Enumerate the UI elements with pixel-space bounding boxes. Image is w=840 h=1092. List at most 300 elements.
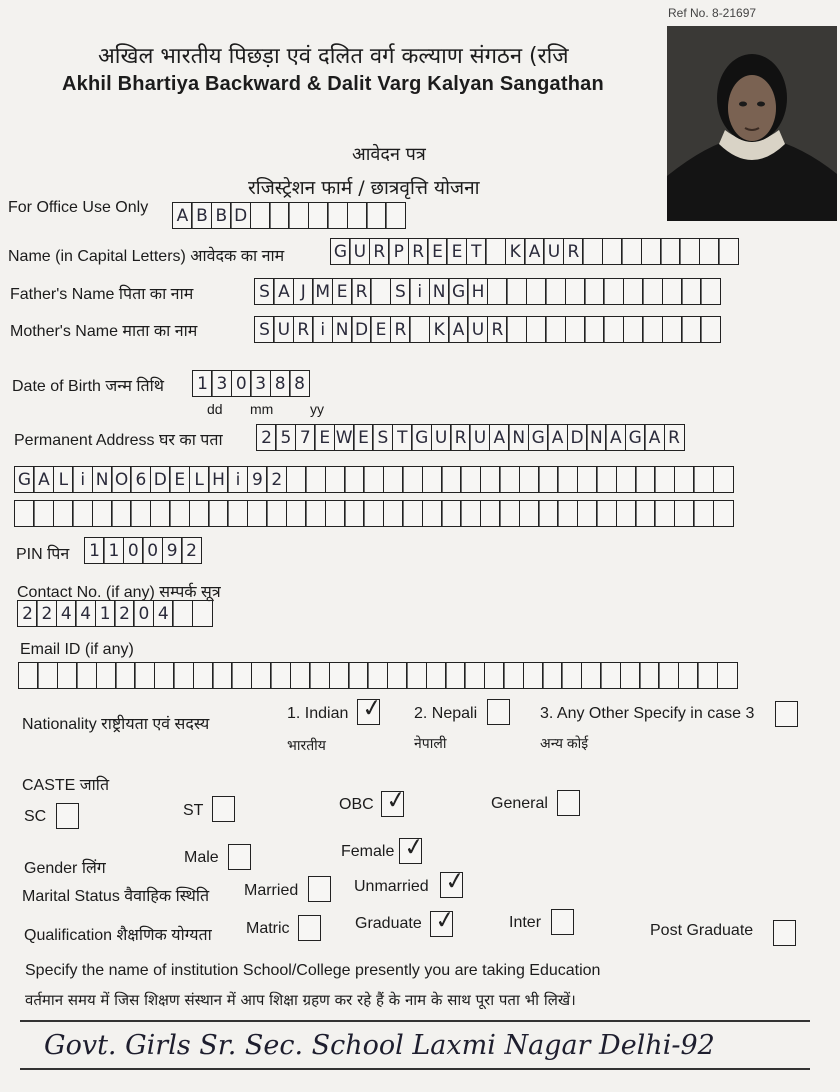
email-char-cell [367,662,388,689]
address-char-cell: G [411,424,432,451]
address-char-cell: D [567,424,588,451]
address-char-cell [519,466,540,493]
name-char-cell [621,238,642,265]
address-char-cell [363,466,384,493]
caste-st-label: ST [183,802,204,819]
mother-name-char-cell: R [390,316,411,343]
address-char-cell: N [586,424,607,451]
mother-name-char-cell [506,316,527,343]
qualification-post-graduate-checkbox[interactable] [773,920,796,946]
father-name-char-cell: J [293,278,314,305]
address-char-cell [480,500,501,527]
caste-obc-label: OBC [339,796,374,813]
address-char-cell [674,466,695,493]
address-char-cell [596,500,617,527]
reference-number: Ref No. 8-21697 [668,6,757,20]
name-char-cell: G [330,238,351,265]
name-char-cell [679,238,700,265]
address-char-cell: L [53,466,74,493]
dob-field[interactable] [192,370,310,397]
nationality-indian-checkbox[interactable] [357,692,385,725]
father-name-field[interactable] [254,278,721,305]
qualification-post-graduate-label: Post Graduate [650,922,754,939]
father-name-char-cell [642,278,663,305]
name-char-cell [641,238,662,265]
mother-name-char-cell [623,316,644,343]
father-name-char-cell: G [448,278,469,305]
mother-name-char-cell [700,316,721,343]
qualification-inter-checkbox[interactable] [551,909,574,935]
email-char-cell [523,662,544,689]
mother-name-char-cell [642,316,663,343]
address-line-3[interactable] [14,500,734,527]
address-char-cell [480,466,501,493]
address-char-cell [247,500,268,527]
address-char-cell [363,500,384,527]
name-char-cell: T [466,238,487,265]
address-char-cell [169,500,190,527]
contact-digit-cell: 2 [17,600,38,627]
checkmark-icon: ✓ [443,865,468,897]
address-char-cell: 6 [130,466,151,493]
father-name-char-cell: A [273,278,294,305]
address-char-cell [92,500,113,527]
office-use-cell: A [172,202,193,229]
address-char-cell: G [14,466,35,493]
nationality-other-checkbox[interactable] [775,701,798,727]
address-char-cell [654,466,675,493]
checkmark-icon: ✓ [402,831,427,863]
address-char-cell [266,500,287,527]
email-char-cell [309,662,330,689]
mother-name-char-cell [681,316,702,343]
pin-field[interactable] [84,537,202,564]
address-char-cell [616,500,637,527]
form-subtitle-1: आवेदन पत्र [352,144,426,165]
email-char-cell [348,662,369,689]
dob-digit-cell: 0 [231,370,252,397]
email-char-cell [503,662,524,689]
name-char-cell: K [505,238,526,265]
caste-st-checkbox[interactable] [212,796,235,822]
contact-digit-cell: 0 [133,600,154,627]
gender-label: Gender लिंग [24,860,106,877]
father-name-char-cell: S [254,278,275,305]
address-char-cell [111,500,132,527]
email-char-cell [717,662,738,689]
pin-digit-cell: 9 [162,537,183,564]
father-name-char-cell: i [409,278,430,305]
address-char-cell [402,500,423,527]
father-name-char-cell: E [332,278,353,305]
address-char-cell [130,500,151,527]
name-char-cell: A [524,238,545,265]
dob-digit-cell: 1 [192,370,213,397]
address-char-cell: D [150,466,171,493]
office-use-cell [366,202,387,229]
address-char-cell: 7 [295,424,316,451]
form-subtitle-2: रजिस्ट्रेशन फार्म / छात्रवृत्ति योजना [248,177,480,199]
address-char-cell [538,466,559,493]
office-use-cell [385,202,406,229]
father-name-char-cell [700,278,721,305]
checkmark-icon: ✓ [433,904,458,936]
address-char-cell: E [314,424,335,451]
mother-name-char-cell: A [448,316,469,343]
email-char-cell [484,662,505,689]
office-use-cell [269,202,290,229]
mother-name-char-cell: U [273,316,294,343]
nationality-indian-label: 1. Indian [287,705,349,722]
address-char-cell [713,466,734,493]
office-use-cells [172,202,406,229]
email-char-cell [134,662,155,689]
address-char-cell [305,500,326,527]
mother-name-char-cell: N [332,316,353,343]
address-char-cell [33,500,54,527]
name-char-cell [699,238,720,265]
name-char-cell [718,238,739,265]
nationality-indian-hindi: भारतीय [287,737,326,753]
address-char-cell: G [528,424,549,451]
father-name-char-cell [623,278,644,305]
email-char-cell [329,662,350,689]
contact-digit-cell: 4 [56,600,77,627]
email-char-cell [251,662,272,689]
address-char-cell [557,500,578,527]
pin-digit-cell: 1 [84,537,105,564]
address-char-cell [150,500,171,527]
address-line-2[interactable] [14,466,734,493]
mother-name-char-cell: D [351,316,372,343]
pin-digit-cell: 0 [123,537,144,564]
address-char-cell: i [227,466,248,493]
father-name-char-cell [370,278,391,305]
email-char-cell [193,662,214,689]
address-char-cell [422,500,443,527]
address-label: Permanent Address घर का पता [14,432,223,449]
email-char-cell [600,662,621,689]
address-char-cell: L [189,466,210,493]
dob-digit-cell: 3 [211,370,232,397]
address-char-cell: T [392,424,413,451]
father-name-char-cell: N [429,278,450,305]
office-use-cell [308,202,329,229]
caste-general-label: General [491,795,548,812]
email-char-cell [270,662,291,689]
divider [20,1068,810,1070]
address-char-cell [693,500,714,527]
mother-name-char-cell [603,316,624,343]
name-char-cell: U [543,238,564,265]
qualification-inter-label: Inter [509,914,542,931]
name-char-cell: R [369,238,390,265]
email-char-cell [620,662,641,689]
address-char-cell [499,466,520,493]
caste-sc-checkbox[interactable] [56,803,79,829]
applicant-photo [667,26,837,221]
father-name-char-cell: H [467,278,488,305]
marital-married-label: Married [244,882,299,899]
marital-unmarried-checkbox[interactable] [440,865,468,898]
name-char-cell: E [446,238,467,265]
address-char-cell [53,500,74,527]
name-char-cell: P [388,238,409,265]
address-char-cell: A [644,424,665,451]
father-name-char-cell [681,278,702,305]
address-char-cell: R [664,424,685,451]
address-char-cell: A [605,424,626,451]
mother-name-char-cell: S [254,316,275,343]
marital-unmarried-label: Unmarried [354,878,429,895]
nationality-nepali-hindi: नेपाली [414,735,447,751]
office-use-cell: B [211,202,232,229]
address-char-cell [519,500,540,527]
address-char-cell: G [625,424,646,451]
mother-name-char-cell: i [312,316,333,343]
nationality-label: Nationality राष्ट्रीयता एवं सदस्य [22,716,210,733]
name-char-cell [582,238,603,265]
email-char-cell [231,662,252,689]
gender-female-checkbox[interactable] [399,831,427,864]
address-char-cell: H [208,466,229,493]
address-char-cell [596,466,617,493]
email-char-cell [154,662,175,689]
father-name-char-cell: R [351,278,372,305]
name-label: Name (in Capital Letters) आवेदक का नाम [8,248,285,265]
address-char-cell: W [334,424,355,451]
mother-name-char-cell: K [429,316,450,343]
address-char-cell: E [353,424,374,451]
father-name-char-cell [526,278,547,305]
address-char-cell [344,500,365,527]
address-char-cell [189,500,210,527]
contact-digit-cell: 1 [95,600,116,627]
email-char-cell [445,662,466,689]
address-char-cell [693,466,714,493]
caste-label: CASTE जाति [22,777,110,794]
dob-digit-cell: 3 [250,370,271,397]
address-char-cell: i [72,466,93,493]
address-char-cell: A [489,424,510,451]
address-char-cell [616,466,637,493]
pin-label: PIN पिन [16,546,70,563]
email-char-cell [658,662,679,689]
address-char-cell: U [431,424,452,451]
address-char-cell [14,500,35,527]
contact-digit-cell [192,600,213,627]
caste-general-checkbox[interactable] [557,790,580,816]
address-char-cell: A [33,466,54,493]
email-char-cell [96,662,117,689]
address-char-cell [460,500,481,527]
address-char-cell [441,500,462,527]
address-char-cell: U [469,424,490,451]
name-char-cell: E [427,238,448,265]
name-char-cell [485,238,506,265]
email-char-cell [76,662,97,689]
pin-digit-cell: 2 [181,537,202,564]
mother-name-char-cell [409,316,430,343]
email-field[interactable] [18,662,738,689]
qualification-graduate-checkbox[interactable] [430,904,458,937]
address-char-cell: 9 [247,466,268,493]
address-char-cell [286,466,307,493]
address-char-cell: A [547,424,568,451]
marital-married-checkbox[interactable] [308,876,331,902]
address-char-cell: O [111,466,132,493]
email-char-cell [212,662,233,689]
header-title-english: Akhil Bhartiya Backward & Dalit Varg Kalyan Sangathan [62,73,604,95]
caste-sc-label: SC [24,808,47,825]
father-name-char-cell [584,278,605,305]
office-use-cell: D [230,202,251,229]
mother-name-char-cell [526,316,547,343]
email-char-cell [115,662,136,689]
mother-name-char-cell: R [487,316,508,343]
address-char-cell [538,500,559,527]
address-char-cell: R [450,424,471,451]
email-char-cell [639,662,660,689]
address-char-cell [422,466,443,493]
address-char-cell [383,500,404,527]
caste-obc-checkbox[interactable] [381,784,409,817]
email-char-cell [542,662,563,689]
name-char-cell: U [349,238,370,265]
office-use-cell [250,202,271,229]
email-label: Email ID (if any) [20,641,134,658]
email-char-cell [426,662,447,689]
name-char-cell [660,238,681,265]
institution-instruction-english: Specify the name of institution School/College presently you are taking Education [25,962,601,979]
address-char-cell [635,466,656,493]
address-char-cell [577,466,598,493]
address-char-cell [460,466,481,493]
office-use-cell: B [191,202,212,229]
contact-digit-cell: 4 [153,600,174,627]
father-name-char-cell: M [312,278,333,305]
email-char-cell [57,662,78,689]
father-name-char-cell [506,278,527,305]
office-use-cell [327,202,348,229]
address-char-cell [325,500,346,527]
mother-name-label: Mother's Name माता का नाम [10,323,198,340]
email-char-cell [37,662,58,689]
father-name-char-cell: S [390,278,411,305]
email-char-cell [406,662,427,689]
qualification-matric-checkbox[interactable] [298,915,321,941]
checkmark-icon: ✓ [360,692,385,724]
nationality-nepali-label: 2. Nepali [414,705,478,722]
address-char-cell [577,500,598,527]
email-char-cell [18,662,39,689]
dob-mm-label: mm [250,401,274,417]
address-char-cell [325,466,346,493]
address-char-cell [674,500,695,527]
address-char-cell: 2 [256,424,277,451]
email-char-cell [464,662,485,689]
name-field[interactable] [330,238,739,265]
address-char-cell [305,466,326,493]
dob-dd-label: dd [207,401,223,417]
address-char-cell: N [92,466,113,493]
contact-field[interactable] [17,600,213,627]
address-char-cell [344,466,365,493]
address-char-cell [654,500,675,527]
divider [20,1020,810,1022]
address-char-cell [383,466,404,493]
office-use-cell [288,202,309,229]
contact-digit-cell: 2 [36,600,57,627]
address-char-cell [72,500,93,527]
email-char-cell [678,662,699,689]
mother-name-char-cell [662,316,683,343]
mother-name-field[interactable] [254,316,721,343]
name-char-cell [602,238,623,265]
father-name-char-cell [565,278,586,305]
pin-digit-cell: 0 [142,537,163,564]
email-char-cell [697,662,718,689]
name-char-cell: R [408,238,429,265]
dob-label: Date of Birth जन्म तिथि [12,378,164,395]
email-char-cell [387,662,408,689]
nationality-other-label: 3. Any Other Specify in case 3 [540,705,755,722]
institution-name-field[interactable]: Govt. Girls Sr. Sec. School Laxmi Nagar Delhi-92 [44,1030,715,1061]
office-use-cell [347,202,368,229]
mother-name-char-cell [545,316,566,343]
gender-male-checkbox[interactable] [228,844,251,870]
mother-name-char-cell [565,316,586,343]
nationality-nepali-checkbox[interactable] [487,699,510,725]
contact-digit-cell: 2 [114,600,135,627]
institution-instruction-hindi: वर्तमान समय में जिस शिक्षण संस्थान में आप शिक्षा ग्रहण कर रहे हैं के नाम के साथ पूरा पता भी लिखें। [25,991,576,1009]
father-name-char-cell [603,278,624,305]
contact-digit-cell: 4 [75,600,96,627]
address-char-cell: S [372,424,393,451]
name-char-cell: R [563,238,584,265]
mother-name-char-cell: R [293,316,314,343]
address-char-cell: E [169,466,190,493]
address-char-cell [499,500,520,527]
qualification-graduate-label: Graduate [355,915,422,932]
dob-digit-cell: 8 [289,370,310,397]
address-char-cell [286,500,307,527]
father-name-char-cell [545,278,566,305]
qualification-matric-label: Matric [246,920,290,937]
father-name-char-cell [662,278,683,305]
address-char-cell: 5 [275,424,296,451]
checkmark-icon: ✓ [384,784,409,816]
address-char-cell [402,466,423,493]
address-char-cell [635,500,656,527]
dob-digit-cell: 8 [270,370,291,397]
dob-yy-label: yy [310,401,324,417]
gender-female-label: Female [341,843,395,860]
marital-label: Marital Status वैवाहिक स्थिति [22,888,210,905]
address-line-1[interactable] [256,424,685,451]
office-use-label: For Office Use Only [8,199,149,216]
address-char-cell [557,466,578,493]
mother-name-char-cell: U [467,316,488,343]
father-name-char-cell [487,278,508,305]
mother-name-char-cell: E [370,316,391,343]
email-char-cell [581,662,602,689]
qualification-label: Qualification शैक्षणिक योग्यता [24,927,212,944]
address-char-cell [208,500,229,527]
pin-digit-cell: 1 [103,537,124,564]
address-char-cell [227,500,248,527]
address-char-cell [713,500,734,527]
